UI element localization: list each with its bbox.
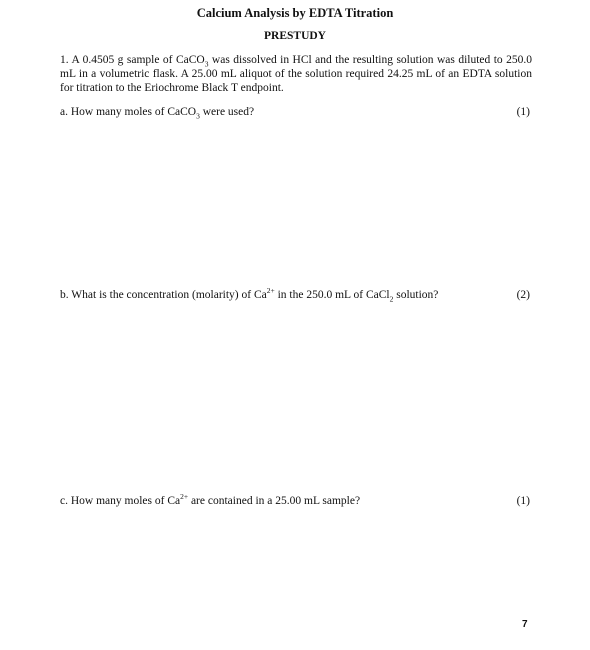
problem-subscript: 3 (204, 59, 209, 69)
question-a-part2: were used? (199, 106, 255, 118)
question-a-subscript: 3 (196, 111, 200, 121)
problem-statement (60, 53, 532, 95)
question-b-part1: What is the concentration (molarity) of Ca (71, 289, 267, 301)
question-b-text (60, 288, 438, 302)
question-b-superscript: 2+ (266, 286, 275, 296)
question-b-label: b. (60, 289, 69, 301)
problem-number: 1. (60, 54, 69, 66)
question-c-part2: are contained in a 25.00 mL sample? (188, 495, 361, 507)
page-number: 7 (522, 619, 528, 630)
question-b-points: (2) (516, 289, 530, 301)
question-c (60, 494, 532, 508)
problem-text-part1: A 0.4505 g sample of CaCO (71, 54, 205, 66)
question-c-points: (1) (516, 495, 530, 507)
question-c-label: c. (60, 495, 68, 507)
document-title: Calcium Analysis by EDTA Titration (196, 6, 394, 20)
question-a-label: a. (60, 106, 68, 118)
question-c-superscript: 2+ (180, 492, 189, 502)
section-heading: PRESTUDY (264, 30, 326, 42)
question-b-subscript: 2 (389, 294, 394, 304)
question-a-points: (1) (516, 106, 530, 118)
question-a (60, 105, 532, 119)
question-b-part2: in the 250.0 mL of CaCl (274, 289, 390, 301)
question-c-text (60, 494, 360, 508)
question-b (60, 288, 532, 302)
question-b-part3: solution? (393, 289, 439, 301)
problem-text-part2: was dissolved in HCl and the resulting solution was diluted to 250.0 mL in a volumetric flask. A 25.00 mL aliquot of the solution required 24.25 mL of an EDTA solution for titration to the Eriochrome Black T endpoint. (60, 54, 532, 94)
question-c-part1: How many moles of Ca (70, 495, 181, 507)
question-a-part1: How many moles of CaCO (70, 106, 197, 118)
question-a-text (60, 105, 254, 119)
